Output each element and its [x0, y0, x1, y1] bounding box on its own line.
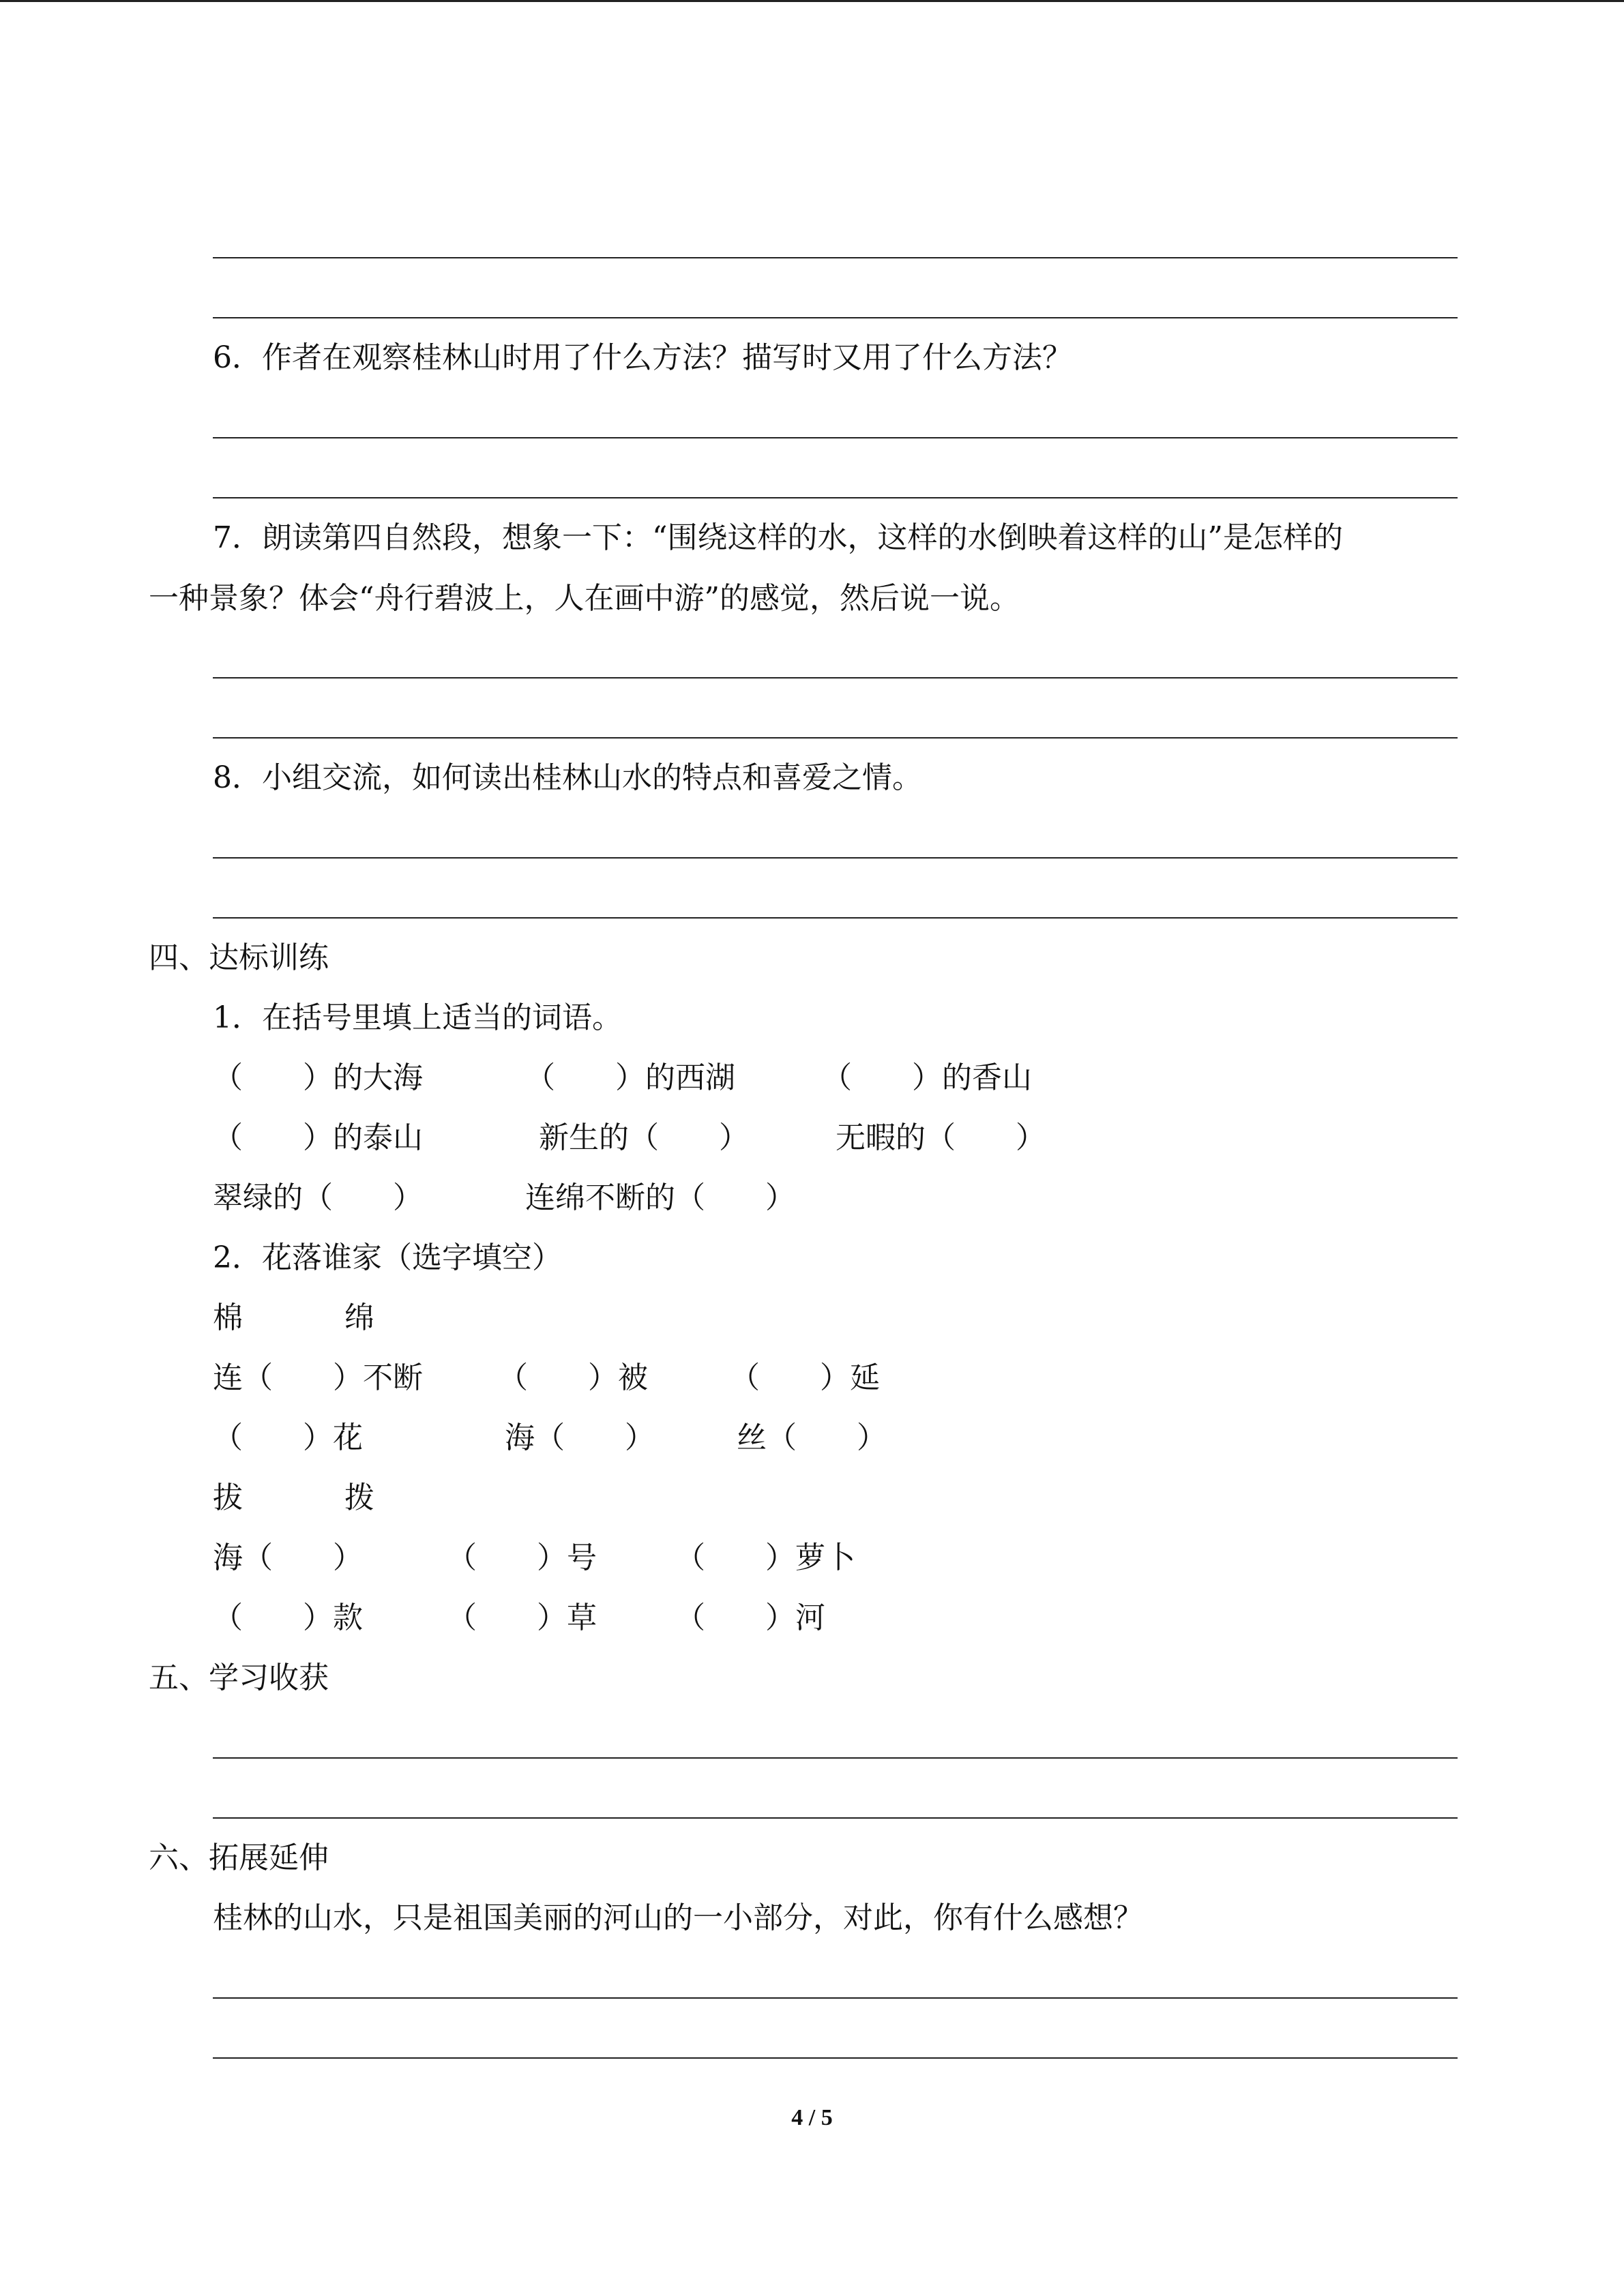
question-6: 6．作者在观察桂林山时用了什么方法？描写时又用了什么方法？	[213, 340, 1072, 375]
fill-item: （ ）的西湖	[525, 1060, 735, 1095]
char-option: 棉	[213, 1300, 243, 1335]
fill-item: 新生的（ ）	[539, 1120, 749, 1155]
fill-item: （ ）花	[213, 1420, 363, 1455]
answer-line	[213, 1817, 1458, 1819]
answer-line	[213, 2057, 1458, 2059]
fill-item: （ ）的泰山	[213, 1120, 423, 1155]
fill-item: （ ）的大海	[213, 1060, 423, 1095]
fill-item: （ ）草	[447, 1600, 597, 1635]
answer-line	[213, 1757, 1458, 1759]
fill-item: 丝（ ）	[737, 1420, 887, 1455]
char-option: 拨	[344, 1480, 374, 1515]
question-8: 8．小组交流，如何读出桂林山水的特点和喜爱之情。	[213, 760, 922, 795]
question-7-line-1: 7．朗读第四自然段，想象一下：“围绕这样的水，这样的水倒映着这样的山”是怎样的	[213, 520, 1343, 555]
fill-item: （ ）延	[730, 1360, 880, 1395]
answer-line	[213, 497, 1458, 498]
section-6-prompt: 桂林的山水，只是祖国美丽的河山的一小部分，对此，你有什么感想？	[213, 1900, 1143, 1935]
fill-item: （ ）款	[213, 1600, 363, 1635]
section-4-title: 四、达标训练	[149, 940, 329, 975]
question-7-line-2: 一种景象？体会“舟行碧波上，人在画中游”的感觉，然后说一说。	[149, 581, 1020, 616]
answer-line	[213, 1997, 1458, 1999]
section-5-title: 五、学习收获	[149, 1660, 329, 1695]
fill-item: （ ）的香山	[822, 1060, 1032, 1095]
page-number: 4 / 5	[791, 2105, 833, 2130]
fill-item: 无暇的（ ）	[836, 1120, 1046, 1155]
answer-line	[213, 257, 1458, 258]
fill-item: 连绵不断的（ ）	[525, 1180, 795, 1215]
fill-item: （ ）萝卜	[675, 1540, 855, 1575]
answer-line	[213, 677, 1458, 679]
fill-item: 海（ ）	[505, 1420, 655, 1455]
answer-line	[213, 317, 1458, 318]
fill-item: （ ）号	[447, 1540, 597, 1575]
section-6-title: 六、拓展延伸	[149, 1840, 329, 1875]
task-2-prompt: 2．花落谁家（选字填空）	[213, 1240, 562, 1275]
answer-line	[213, 737, 1458, 739]
char-option: 拔	[213, 1480, 243, 1515]
fill-item: 海（ ）	[213, 1540, 363, 1575]
fill-item: 连（ ）不断	[213, 1360, 423, 1395]
fill-item: （ ）被	[498, 1360, 648, 1395]
char-option: 绵	[344, 1300, 374, 1335]
task-1-prompt: 1．在括号里填上适当的词语。	[213, 1000, 622, 1035]
answer-line	[213, 437, 1458, 438]
answer-line	[213, 917, 1458, 919]
fill-item: 翠绿的（ ）	[213, 1180, 423, 1215]
fill-item: （ ）河	[675, 1600, 825, 1635]
answer-line	[213, 857, 1458, 859]
